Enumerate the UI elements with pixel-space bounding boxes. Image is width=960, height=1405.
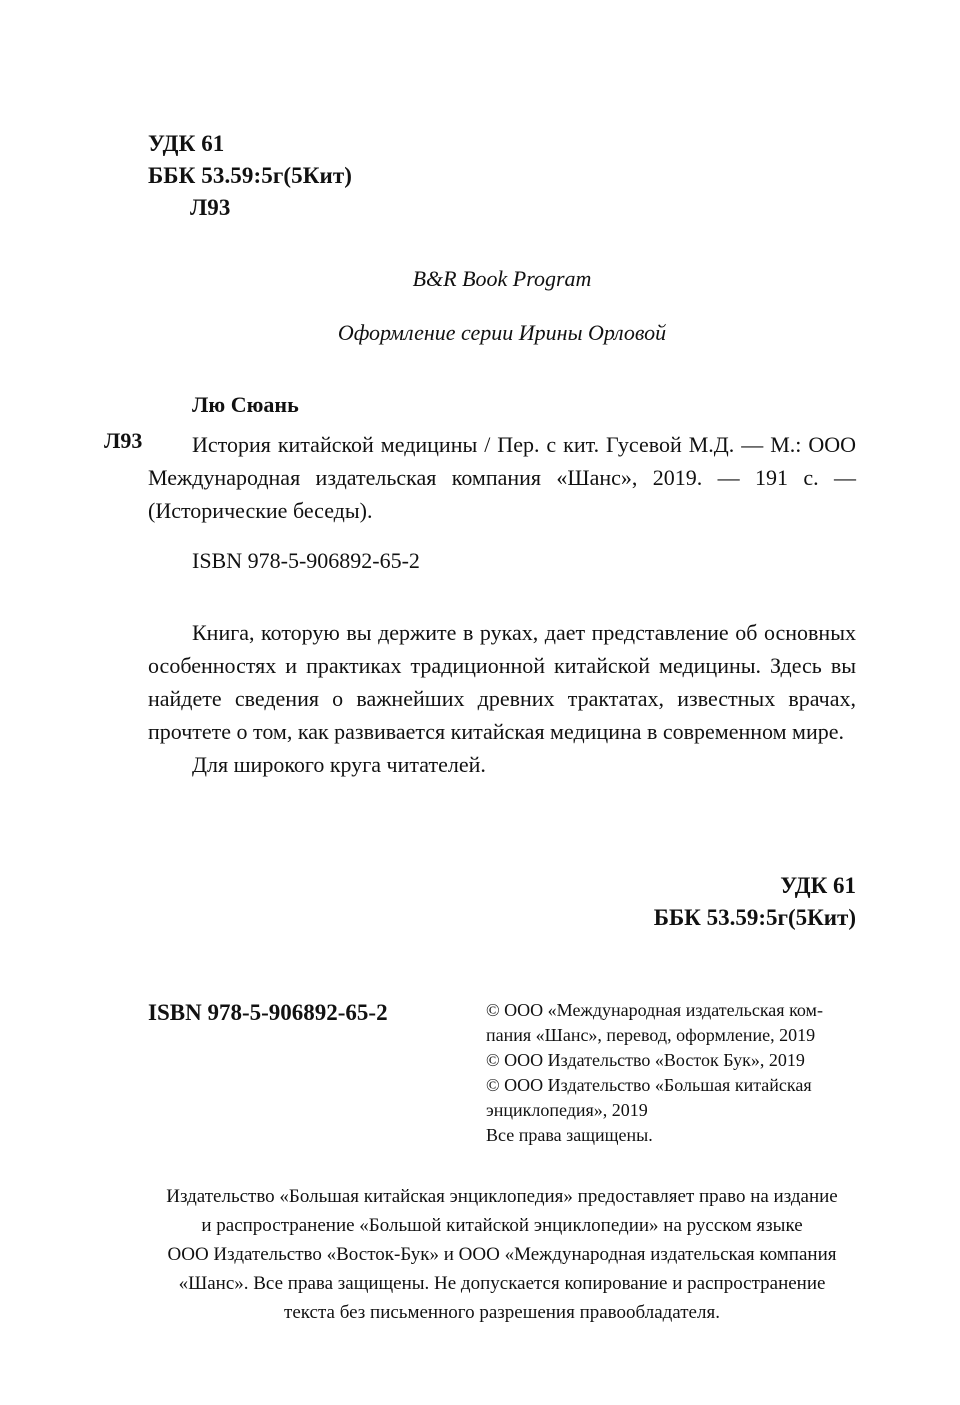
author-sign-code: Л93 [190,195,231,220]
isbn-main: ISBN 978-5-906892-65-2 [148,1000,388,1025]
copyright-line: © ООО Издательство «Восток Бук», 2019 [486,1050,805,1070]
annotation-paragraph-2: Для широкого круга читателей. [192,752,486,777]
bbk-code: ББК 53.59:5г(5Кит) [148,163,353,188]
rights-notice [148,1182,856,1327]
rights-reserved-line: Все права защищены. [486,1125,653,1145]
annotation-block [148,616,856,781]
rights-notice-line: Издательство «Большая китайская энциклопедия» предоставляет право на издание [166,1186,838,1207]
isbn-inline: ISBN 978-5-906892-65-2 [192,548,420,573]
rights-notice-line: ООО Издательство «Восток-Бук» и ООО «Международная издательская компания [167,1244,837,1265]
book-program-label: B&R Book Program [412,266,592,291]
rights-notice-line: и распространение «Большой китайской энциклопедии» на русском языке [201,1215,803,1236]
annotation-paragraph-1: Книга, которую вы держите в руках, дает представление об основных особенностях и практиках традиционной китайской медицины. Здесь вы найдете сведения о важнейших древних трактатах, известных врачах, прочтете о том, как развивается китайская медицина в современном мире. [148,620,856,744]
rights-notice-line: текста без письменного разрешения правообладателя. [284,1302,720,1323]
rights-notice-line: «Шанс». Все права защищены. Не допускается копирование и распространение [178,1273,826,1294]
copyright-line: энциклопедия», 2019 [486,1100,648,1120]
udk-code: УДК 61 [148,131,225,156]
classification-codes-repeat [654,870,856,934]
record-shelf-mark: Л93 [104,428,143,453]
copyright-line: © ООО Издательство «Большая китайская [486,1075,812,1095]
bibliographic-record-text: История китайской медицины / Пер. с кит. Гусевой М.Д. — М.: ООО Международная издательская компания «Шанс», 2019. — 191 с. — (Исторические беседы). [148,432,856,523]
copyright-block [486,998,858,1148]
bibliographic-record [148,428,856,527]
udk-code-repeat: УДК 61 [780,873,856,898]
bbk-code-repeat: ББК 53.59:5г(5Кит) [653,905,856,930]
classification-codes-block [148,128,352,224]
copyright-line: © ООО «Международная издательская ком- [486,1000,823,1020]
author-name: Лю Сюань [192,392,299,417]
series-design-credit: Оформление серии Ирины Орловой [337,320,667,345]
series-credits-block [148,266,856,346]
copyright-line: пания «Шанс», перевод, оформление, 2019 [486,1025,816,1045]
